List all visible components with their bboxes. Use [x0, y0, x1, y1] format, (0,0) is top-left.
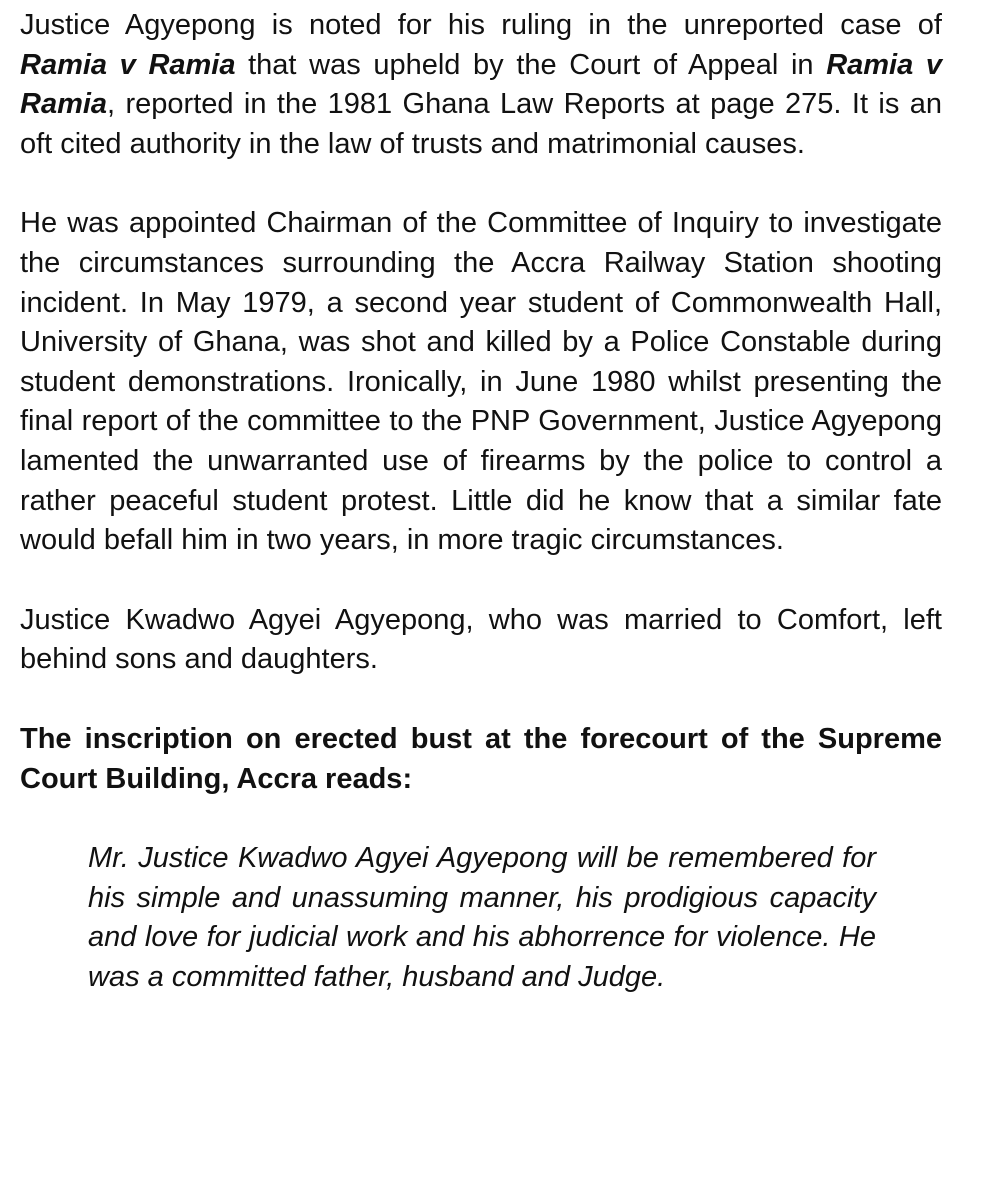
inscription-quote: Mr. Justice Kwadwo Agyei Agyepong will be remembered for his simple and unassuming manner, his prodigious capacity and love for judicial work and his abhorrence for violence. He was a committed father, husband and Judge. [88, 842, 876, 993]
paragraph-ruling-text-2: that was upheld by the Court of Appeal in [235, 48, 827, 81]
inscription-heading: The inscription on erected bust at the forecourt of the Supreme Court Building, Accra reads: [20, 722, 942, 795]
paragraph-family: Justice Kwadwo Agyei Agyepong, who was married to Comfort, left behind sons and daughters. [20, 603, 942, 676]
paragraph-ruling-text-3: , reported in the 1981 Ghana Law Reports at page 275. It is an oft cited authority in the law of trusts and matrimonial causes. [20, 88, 942, 160]
document-page [20, 6, 942, 997]
paragraph-ruling-text-1: Justice Agyepong is noted for his ruling in the unreported case of [20, 9, 942, 41]
case-name-appeal: Ramia v Ramia [20, 48, 942, 121]
case-name-unreported: Ramia v Ramia [20, 48, 236, 81]
paragraph-committee-inquiry: He was appointed Chairman of the Committee of Inquiry to investigate the circumstances surrounding the Accra Railway Station shooting incident. In May 1979, a second year student of Commonwealth Hall, University of Ghana, was shot and killed by a Police Constable during student demonstrations. Ironically, in June 1980 whilst presenting the final report of the committee to the PNP Government, Justice Agyepong lamented the unwarranted use of firearms by the police to control a rather peaceful student protest. Little did he know that a similar fate would befall him in two years, in more tragic circumstances. [20, 207, 942, 557]
paragraph-ruling [20, 6, 942, 164]
